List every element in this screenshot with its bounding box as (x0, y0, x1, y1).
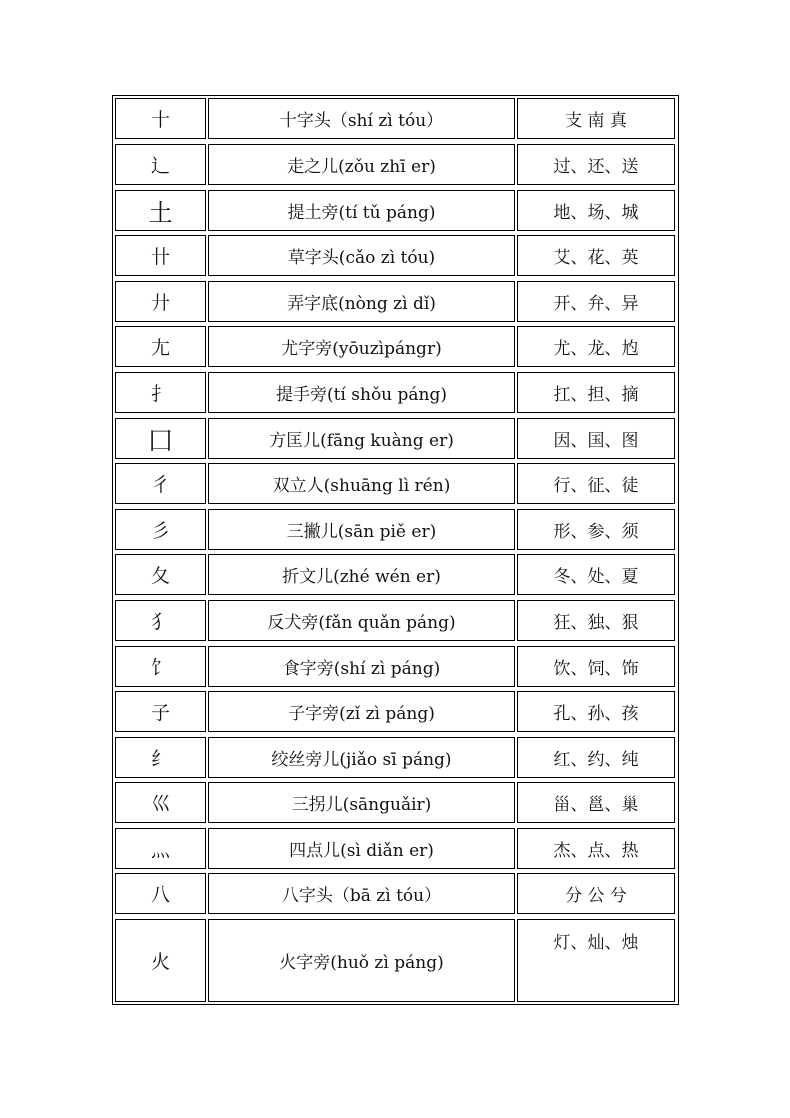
example-chars-cell: 孔、孙、孩 (517, 691, 675, 732)
radical-cell: 十 (115, 98, 206, 139)
table-row (113, 416, 678, 461)
radical-cell: 纟 (115, 737, 206, 778)
radical-name-cell: 食字旁(shí zì páng) (208, 646, 515, 687)
table-row (113, 689, 678, 734)
radical-name-cell: 三拐儿(sānguǎir) (208, 782, 515, 823)
radical-name-cell: 走之儿(zǒu zhī er) (208, 144, 515, 185)
radical-name-cell: 草字头(cǎo zì tóu) (208, 235, 515, 276)
table-row (113, 96, 678, 141)
example-chars-cell: 甾、邕、巢 (517, 782, 675, 823)
radical-name-cell: 绞丝旁儿(jiǎo sī páng) (208, 737, 515, 778)
example-chars-cell: 开、弁、异 (517, 281, 675, 322)
example-chars-cell: 灯、灿、烛 (517, 919, 675, 1002)
table-row (113, 324, 678, 369)
table-row (113, 826, 678, 871)
example-chars-cell: 艾、花、英 (517, 235, 675, 276)
radical-cell: 彳 (115, 463, 206, 504)
radical-name-cell: 提土旁(tí tǔ páng) (208, 190, 515, 231)
radical-name-cell: 弄字底(nòng zì dǐ) (208, 281, 515, 322)
table-row (113, 142, 678, 187)
example-chars-cell: 分 公 兮 (517, 873, 675, 914)
radical-name-cell: 方匡儿(fāng kuàng er) (208, 418, 515, 459)
example-chars-cell: 饮、饲、饰 (517, 646, 675, 687)
radical-cell: 灬 (115, 828, 206, 869)
table-row (113, 598, 678, 643)
table-row (113, 644, 678, 689)
radical-cell: 子 (115, 691, 206, 732)
radical-cell: 彡 (115, 509, 206, 550)
radical-name-cell: 三撇儿(sān piě er) (208, 509, 515, 550)
radical-name-cell: 十字头（shí zì tóu） (208, 98, 515, 139)
table-row (113, 370, 678, 415)
table-row (113, 780, 678, 825)
example-chars-cell: 尤、龙、尥 (517, 326, 675, 367)
radical-cell: 囗 (115, 418, 206, 459)
radical-cell: 火 (115, 919, 206, 1002)
example-chars-cell: 过、还、送 (517, 144, 675, 185)
radical-name-cell: 八字头（bā zì tóu） (208, 873, 515, 914)
table-row (113, 461, 678, 506)
radical-name-cell: 火字旁(huǒ zì páng) (208, 919, 515, 1002)
table-row (113, 279, 678, 324)
radical-cell: 夂 (115, 554, 206, 595)
table-row (113, 188, 678, 233)
table-row (113, 871, 678, 916)
radical-name-cell: 双立人(shuāng lì rén) (208, 463, 515, 504)
radical-name-cell: 折文儿(zhé wén er) (208, 554, 515, 595)
radical-cell: 八 (115, 873, 206, 914)
example-chars-cell: 冬、处、夏 (517, 554, 675, 595)
radicals-table (112, 95, 679, 1005)
example-chars-cell: 狂、独、狠 (517, 600, 675, 641)
radical-cell: 尢 (115, 326, 206, 367)
radical-cell: 土 (115, 190, 206, 231)
example-chars-cell: 红、约、纯 (517, 737, 675, 778)
radical-cell: 犭 (115, 600, 206, 641)
table-row (113, 233, 678, 278)
example-chars-cell: 形、参、须 (517, 509, 675, 550)
example-chars-cell: 地、场、城 (517, 190, 675, 231)
table-row (113, 507, 678, 552)
radical-name-cell: 反犬旁(fǎn quǎn páng) (208, 600, 515, 641)
radical-cell: 廾 (115, 281, 206, 322)
example-chars-cell: 因、国、图 (517, 418, 675, 459)
table-row (113, 735, 678, 780)
example-chars-cell: 杰、点、热 (517, 828, 675, 869)
radical-cell: 辶 (115, 144, 206, 185)
radical-cell: 扌 (115, 372, 206, 413)
example-chars-cell: 扛、担、摘 (517, 372, 675, 413)
table-row (113, 917, 678, 1004)
example-chars-cell: 支 南 真 (517, 98, 675, 139)
example-chars-cell: 行、征、徒 (517, 463, 675, 504)
radical-name-cell: 尤字旁(yōuzìpángr) (208, 326, 515, 367)
radical-cell: 饣 (115, 646, 206, 687)
radical-name-cell: 提手旁(tí shǒu páng) (208, 372, 515, 413)
radical-cell: 卄 (115, 235, 206, 276)
radical-name-cell: 子字旁(zǐ zì páng) (208, 691, 515, 732)
radical-cell: 巛 (115, 782, 206, 823)
table-row (113, 552, 678, 597)
radical-name-cell: 四点儿(sì diǎn er) (208, 828, 515, 869)
